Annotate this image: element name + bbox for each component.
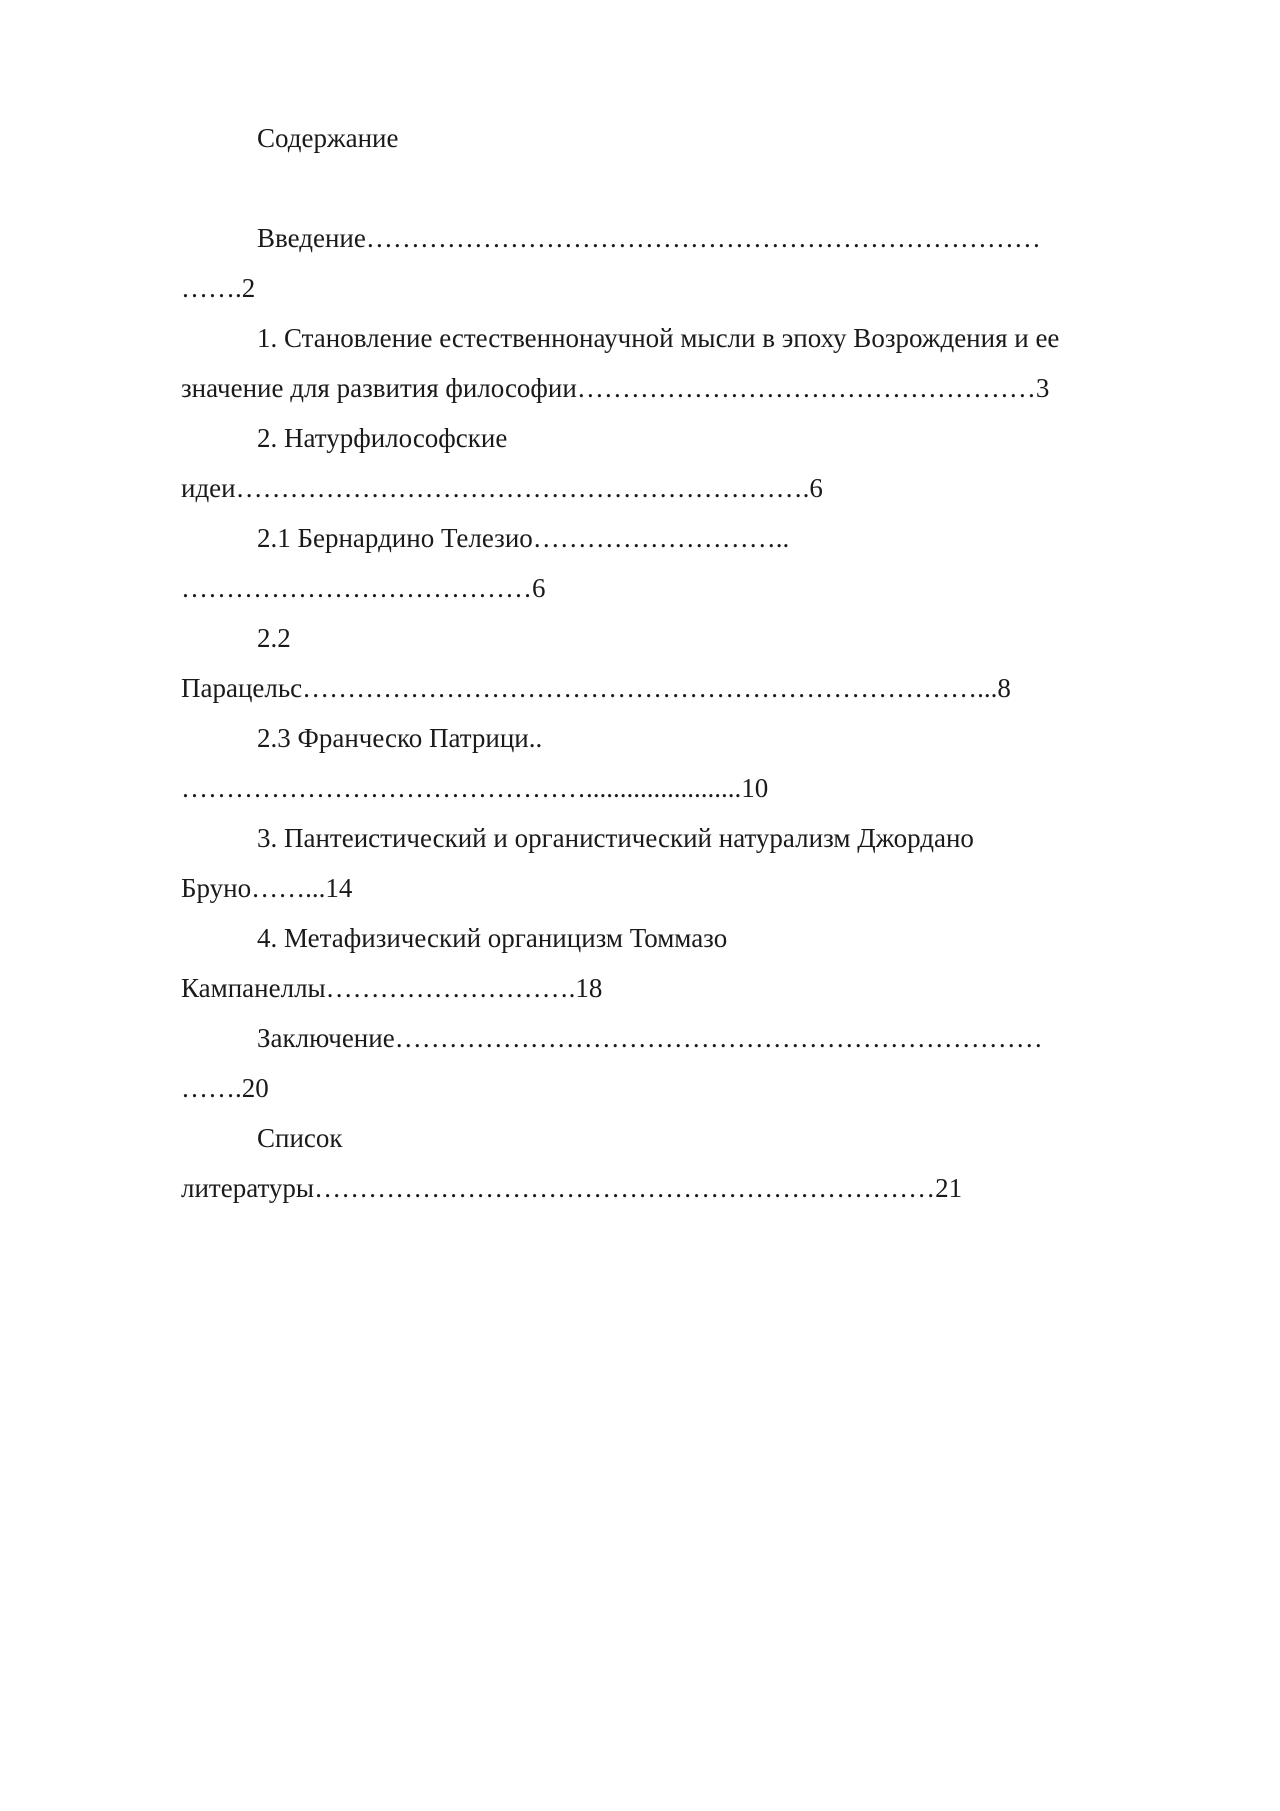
toc-entry-line: значение для развития философии……………………………………………3 xyxy=(181,373,1050,403)
toc-entry-2-1 xyxy=(181,513,1181,613)
toc-entry-line: 2.1 Бернардино Телезио……………………….. xyxy=(257,523,790,553)
toc-entry-1 xyxy=(181,313,1181,413)
toc-entry-2-2 xyxy=(181,613,1181,713)
table-of-contents xyxy=(181,213,1181,1213)
toc-entry-line: Введение………………………………………………………………… xyxy=(257,223,1041,253)
toc-entry-line: 3. Пантеистический и органистический натурализм Джордано xyxy=(257,823,974,853)
toc-entry-line: идеи……………………………………………………….6 xyxy=(181,473,823,503)
toc-entry-line: Список xyxy=(257,1123,343,1153)
toc-entry-line: Парацельс…………………………………………………………………...8 xyxy=(181,673,1011,703)
toc-entry-line: литературы……………………………………………………………21 xyxy=(181,1173,963,1203)
toc-entry-line: 4. Метафизический органицизм Томмазо xyxy=(257,923,728,953)
toc-entry-line: …………………………………6 xyxy=(181,573,546,603)
toc-entry-line: Бруно……...14 xyxy=(181,873,353,903)
toc-entry-introduction xyxy=(181,213,1181,313)
toc-entry-2-3 xyxy=(181,713,1181,813)
toc-entry-line: Кампанеллы……………………….18 xyxy=(181,973,603,1003)
toc-entry-4 xyxy=(181,913,1181,1013)
toc-entry-line: 1. Становление естественнонаучной мысли в эпоху Возрождения и ее xyxy=(257,323,1060,353)
page-title: Содержание xyxy=(257,123,399,153)
toc-entry-line: 2. Натурфилософские xyxy=(257,423,508,453)
toc-entry-references xyxy=(181,1113,1181,1213)
toc-entry-line: 2.2 xyxy=(257,623,291,653)
toc-entry-line: ……………………………………….......................10 xyxy=(181,773,769,803)
toc-entry-line: …….2 xyxy=(181,273,256,303)
toc-entry-line: 2.3 Франческо Патрици.. xyxy=(257,723,543,753)
toc-entry-line: Заключение……………………………………………………………… xyxy=(257,1023,1043,1053)
toc-entry-line: …….20 xyxy=(181,1073,269,1103)
toc-entry-2 xyxy=(181,413,1181,513)
toc-entry-3 xyxy=(181,813,1181,913)
toc-entry-conclusion xyxy=(181,1013,1181,1113)
